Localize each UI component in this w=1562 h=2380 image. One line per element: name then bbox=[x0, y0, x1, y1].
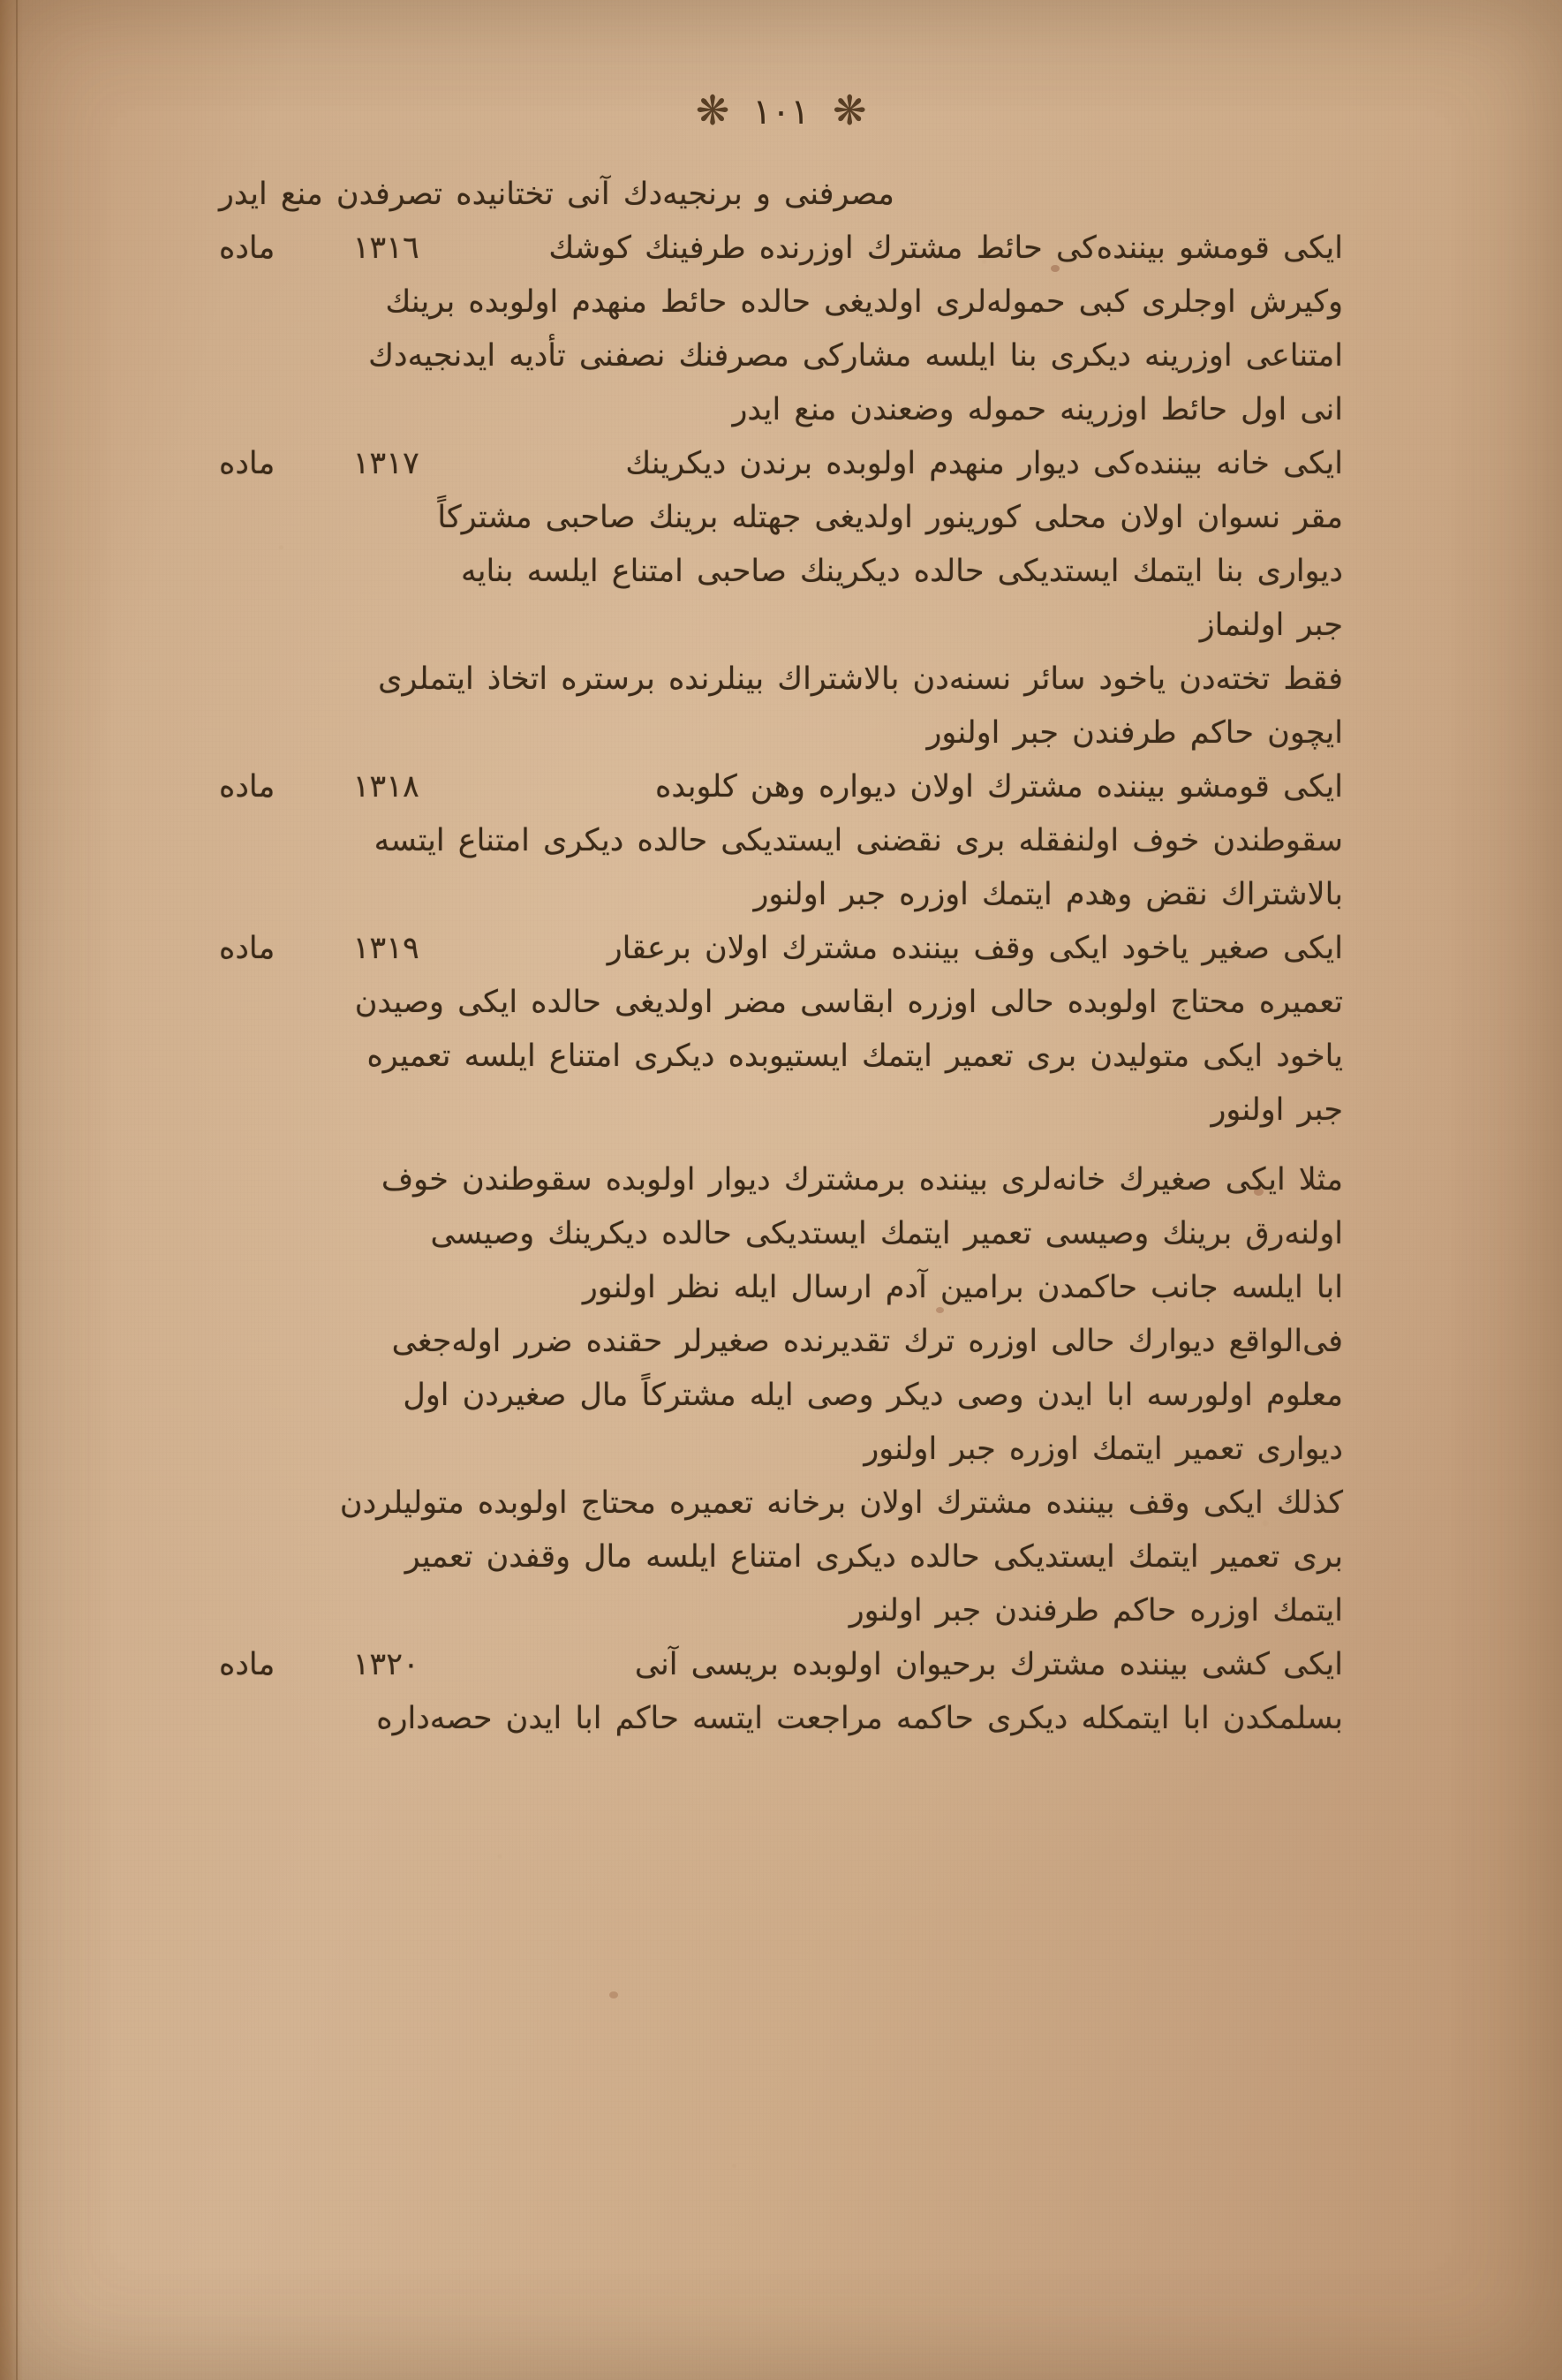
page-number: ١٠١ bbox=[752, 92, 810, 132]
article-paragraph bbox=[219, 1638, 1343, 1746]
paper-foxing-spot bbox=[609, 1991, 618, 1998]
text-line: یاخود ایكی متولیدن بری تعمیر ایتمك ایستیوبده دیكری امتناع ایلسه تعمیره bbox=[366, 1039, 1343, 1074]
text-line: كذلك ایكی وقف بیننده مشترك اولان برخانه تعمیره محتاج اولوبده متولیلردن bbox=[339, 1485, 1343, 1521]
text-line: جبر اولنور bbox=[1211, 1092, 1343, 1128]
text-line: بسلمكدن ابا ایتمكله دیكری حاكمه مراجعت ایتسه حاكم ابا ایدن حصەداره bbox=[376, 1701, 1343, 1736]
text-line: مقر نسوان اولان محلی كورینور اولدیغی جهتله برینك صاحبی مشتركاً bbox=[437, 500, 1343, 535]
article-paragraph bbox=[219, 437, 1343, 653]
article-number: ١٣١٦ bbox=[352, 230, 419, 266]
article-heading bbox=[219, 222, 419, 276]
text-line: بری تعمیر ایتمك ایستدیكی حالده دیكری امتناع ایلسە مال وقفدن تعمیر bbox=[404, 1539, 1343, 1575]
article-label: ماده bbox=[219, 230, 275, 266]
article-label: ماده bbox=[219, 1647, 275, 1682]
article-heading bbox=[219, 1638, 419, 1692]
article-opening-text: ایكی قومشو بیننده مشترك اولان دیواره وهن كلوبده bbox=[655, 769, 1343, 805]
text-line: امتناعی اوزرینه دیكری بنا ایلسه مشاركی مصرفنك نصفنی تأدیه ایدنجیه‌دك bbox=[368, 338, 1343, 374]
article-paragraph bbox=[219, 922, 1343, 1137]
continuation-paragraph bbox=[219, 653, 1343, 760]
article-label: ماده bbox=[219, 769, 275, 805]
text-line: فقط تختەدن یاخود سائر نسنەدن بالاشتراك بینلرنده برستره اتخاذ ایتملری bbox=[378, 661, 1343, 697]
page-header bbox=[0, 87, 1562, 134]
text-line: معلوم اولورسه ابا ایدن وصی دیكر وصی ایله مشتركاً مال صغیردن اول bbox=[403, 1378, 1343, 1413]
article-opening-text: ایكی صغیر یاخود ایكی وقف بیننده مشترك اولان برعقار bbox=[607, 931, 1343, 966]
text-line: مثلا ایكی صغیرك خانەلری بیننده برمشترك دیوار اولوبده سقوطندن خوف bbox=[381, 1162, 1343, 1198]
text-line: وكیرش اوجلری كبی حمولەلری اولدیغی حالده حائط منهدم اولوبده برینك bbox=[385, 284, 1343, 320]
text-line: تعمیره محتاج اولوبده حالی اوزره ابقاسی مضر اولدیغی حالده ایكی وصیدن bbox=[354, 985, 1343, 1020]
article-first-line bbox=[219, 1638, 1343, 1692]
article-opening-text: ایكی خانه بیننده‌كی دیوار منهدم اولوبده برندن دیكرینك bbox=[625, 446, 1343, 481]
article-opening-text: ایكی قومشو بیننده‌كی حائط مشترك اوزرنده طرفینك كوشك bbox=[548, 230, 1343, 266]
article-first-line bbox=[219, 222, 1343, 276]
article-heading bbox=[219, 760, 419, 814]
article-number: ١٣١٩ bbox=[352, 931, 419, 966]
text-line: ایتمك اوزره حاكم طرفندن جبر اولنور bbox=[849, 1593, 1343, 1628]
article-number: ١٣٢٠ bbox=[352, 1647, 419, 1682]
book-spine-crease bbox=[16, 0, 18, 2380]
text-line: دیواری بنا ایتمك ایستدیكی حالده دیكرینك صاحبی امتناع ایلسە بنایه bbox=[461, 554, 1343, 589]
page-body-text bbox=[219, 168, 1343, 1746]
article-first-line bbox=[219, 760, 1343, 814]
floral-ornament-icon: ❋ bbox=[832, 87, 867, 134]
example-paragraph bbox=[219, 1153, 1343, 1477]
floral-ornament-icon: ❋ bbox=[695, 87, 730, 134]
text-line: بالاشتراك نقض وهدم ایتمك اوزره جبر اولنور bbox=[753, 877, 1343, 912]
text-line: اولنەرق برینك وصیسی تعمیر ایتمك ایستدیكی حالده دیكرینك وصیسی bbox=[430, 1216, 1343, 1251]
article-first-line bbox=[219, 922, 1343, 976]
text-line: سقوطندن خوف اولنفقله بری نقضنی ایستدیكی حالده دیكری امتناع ایتسه bbox=[374, 823, 1343, 858]
text-line: ایچون حاكم طرفندن جبر اولنور bbox=[926, 715, 1343, 751]
text-line: انی اول حائط اوزرینه حمولە وضعندن منع ایدر bbox=[732, 392, 1343, 427]
book-spine-edge bbox=[0, 0, 23, 2380]
article-first-line bbox=[219, 437, 1343, 491]
article-label: ماده bbox=[219, 446, 275, 481]
article-heading bbox=[219, 922, 419, 976]
text-line: ابا ایلسه جانب حاكمدن برامین آدم ارسال ایله نظر اولنور bbox=[582, 1270, 1343, 1305]
carryover-paragraph bbox=[219, 168, 1343, 222]
article-label: ماده bbox=[219, 931, 275, 966]
text-line: جبر اولنماز bbox=[1199, 608, 1343, 643]
text-line: دیواری تعمیر ایتمك اوزره جبر اولنور bbox=[864, 1432, 1343, 1467]
continuation-paragraph bbox=[219, 1477, 1343, 1638]
text-line: مصرفنی و برنجیه‌دك آنی تختانیده تصرفدن منع ایدر bbox=[219, 177, 894, 212]
article-paragraph bbox=[219, 760, 1343, 922]
article-heading bbox=[219, 437, 419, 491]
article-number: ١٣١٧ bbox=[352, 446, 419, 481]
article-number: ١٣١٨ bbox=[352, 769, 419, 805]
text-line: فی‌الواقع دیوارك حالی اوزره ترك تقدیرنده صغیرلر حقنده ضرر اولەجغی bbox=[391, 1324, 1343, 1359]
article-opening-text: ایكی كشی بیننده مشترك برحیوان اولوبده بریسی آنی bbox=[634, 1647, 1343, 1682]
article-paragraph bbox=[219, 222, 1343, 437]
